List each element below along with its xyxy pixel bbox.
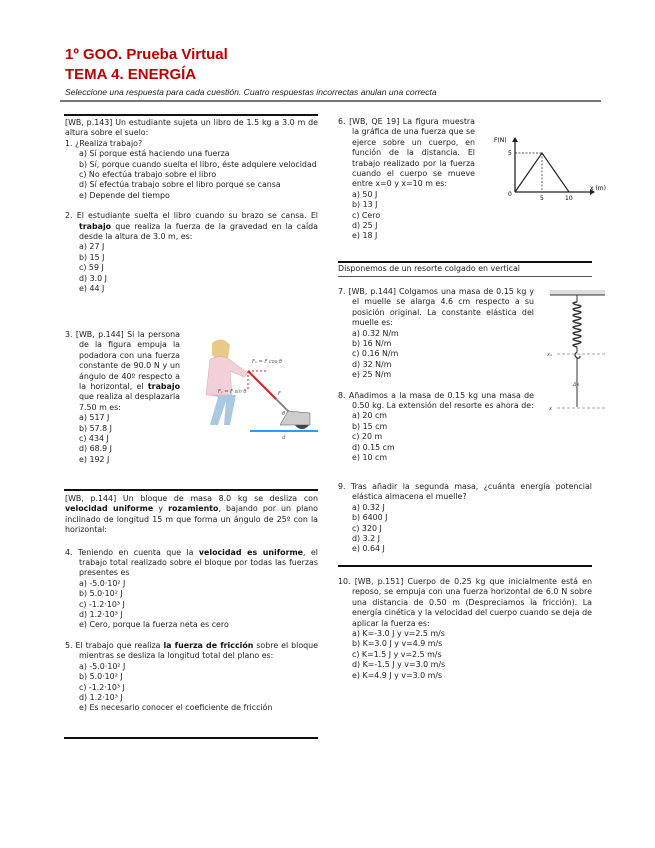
doc-subtitle: TEMA 4. ENERGÍA <box>65 66 197 83</box>
x-tick-label: 10 <box>565 195 573 202</box>
divider <box>338 565 592 567</box>
stem-bold: trabajo <box>147 382 180 392</box>
stem-text: Teniendo en cuenta que la <box>77 547 199 557</box>
question-stem: Añadimos a la masa de 0.15 kg una masa de 0.50 kg. La extensión del resorte es ahora de: <box>348 390 534 411</box>
option[interactable]: b) 6400 J <box>352 513 388 523</box>
f-label: F <box>278 391 281 397</box>
option[interactable]: b) 15 J <box>79 252 105 262</box>
stem-text: que realiza la fuerza de la gravedad en la caída desde la altura de 3.0 m, es: <box>79 221 318 242</box>
option[interactable]: d) 3.0 J <box>79 273 107 283</box>
spring-intro: Disponemos de un resorte colgado en vertical <box>338 264 520 273</box>
option[interactable]: a) 50 J <box>352 189 378 199</box>
jeans <box>208 395 236 425</box>
option[interactable]: e) Depende del tiempo <box>79 190 170 200</box>
ceiling <box>550 290 605 295</box>
question-number: 2. <box>65 211 73 221</box>
divider <box>64 114 318 116</box>
intro-part: y <box>153 504 169 514</box>
spring-figure <box>545 290 605 420</box>
option[interactable]: b) 57.8 J <box>79 423 112 433</box>
fy-label: Fᵧ = F sin θ <box>218 389 247 395</box>
question-stem: ¿Realiza trabajo? <box>75 138 143 148</box>
intro-part: , bajando por un plano inclinado de longitud 15 m que forma un ángulo de 25º con la horizontal: <box>65 504 319 535</box>
option[interactable]: c) -1.2·10³ J <box>79 682 125 692</box>
option[interactable]: d) 68.9 J <box>79 444 112 454</box>
option[interactable]: e) 18 J <box>352 231 378 241</box>
stem-bold: trabajo <box>79 221 112 231</box>
force-arrow <box>248 371 276 399</box>
question-number: 4. <box>65 547 73 557</box>
option[interactable]: c) 20 m <box>352 432 383 442</box>
question-stem: [WB, p.144] Colgamos una masa de 0.15 kg y el muelle se alarga 4.6 cm respecto a su posición original. La constante elástica del muelle es: <box>348 287 534 328</box>
dx-label: Δx <box>573 382 580 388</box>
intro-text <box>65 494 318 536</box>
stem-text: que realiza al desplazarla 7.50 m es: <box>79 392 180 412</box>
question-2 <box>65 211 318 242</box>
question-stem: [WB, p.151] Cuerpo de 0.25 kg que inicialmente está en reposo, se empuja con una fuerza horizontal de 6.0 N sobre una distancia de 0.50 m (Despreciamos la fricción). La energía cinética y la velocidad del cuerpo cuando se deja de aplicar la fuerza es: <box>352 577 592 628</box>
option[interactable]: a) 517 J <box>79 413 110 423</box>
question-number: 8. <box>338 390 346 400</box>
option[interactable]: a) 0.32 N/m <box>352 328 399 338</box>
option[interactable]: c) 320 J <box>352 523 382 533</box>
option[interactable]: d) 0.15 cm <box>352 442 395 452</box>
options-9 <box>338 503 592 555</box>
options-5 <box>65 662 318 714</box>
option[interactable]: b) 5.0·10² J <box>79 672 123 682</box>
question-7 <box>338 287 534 329</box>
hair <box>212 339 230 359</box>
question-4 <box>65 548 318 579</box>
option[interactable]: d) 3.2 J <box>352 534 380 544</box>
option[interactable]: e) K=4.9 J y v=3.0 m/s <box>352 670 443 680</box>
intro-bold: rozamiento <box>168 504 219 514</box>
stem-text: , el trabajo total realizado sobre el bloque por todas las fuerzas presentes es <box>79 547 318 578</box>
option[interactable]: c) 0.16 N/m <box>352 349 399 359</box>
option[interactable]: b) 15 cm <box>352 421 388 431</box>
option[interactable]: c) -1.2·10³ J <box>79 599 125 609</box>
divider <box>64 737 318 739</box>
question-number: 3. <box>65 330 73 339</box>
option[interactable]: d) K=-1.5 J y v=3.0 m/s <box>352 660 446 670</box>
force-distance-graph <box>490 134 610 204</box>
question-8 <box>338 391 534 412</box>
stem-text: [WB, p.144] Si la persona de la figura empuja la podadora con una fuerza constante de 90.0 N y un ángulo de 40º respecto a la horizontal, el <box>75 330 180 392</box>
x-tick-label: 5 <box>540 195 544 202</box>
stem-bold: velocidad es uniforme <box>198 547 304 557</box>
question-5 <box>65 641 318 662</box>
x-tick-label: 0 <box>508 191 512 198</box>
option[interactable]: c) 434 J <box>79 434 109 444</box>
y-axis-label: F(N) <box>494 137 507 144</box>
stem-text: El estudiante suelta el libro cuando su brazo se cansa. El <box>76 211 318 221</box>
doc-title: 1º GOO. Prueba Virtual <box>65 46 228 63</box>
y-tick-label: 5 <box>508 150 512 157</box>
options-8 <box>338 411 534 463</box>
option[interactable]: b) 5.0·10² J <box>79 589 123 599</box>
stem-text: El trabajo que realiza <box>75 640 164 650</box>
x0-label: x₀ <box>547 352 552 358</box>
option[interactable]: b) Sí, porque cuando suelta el libro, éste adquiere velocidad <box>79 159 317 169</box>
option[interactable]: e) 192 J <box>79 454 110 464</box>
options-7 <box>338 329 534 381</box>
options-10 <box>338 629 592 681</box>
option[interactable]: d) 25 J <box>352 221 378 231</box>
option[interactable]: b) K=3.0 J y v=4.9 m/s <box>352 639 443 649</box>
option[interactable]: d) 32 N/m <box>352 359 392 369</box>
x-axis-label: x (m) <box>590 185 606 192</box>
option[interactable]: c) K=1.5 J y v=2.5 m/s <box>352 649 442 659</box>
divider <box>338 276 592 277</box>
option[interactable]: a) 0.32 J <box>352 502 385 512</box>
question-block-7-8 <box>338 287 534 464</box>
question-block-1-2 <box>65 118 318 295</box>
options-2 <box>65 242 318 294</box>
option[interactable]: e) 44 J <box>79 284 105 294</box>
fx-label: Fₓ = F cos θ <box>252 359 282 365</box>
lawnmower-figure <box>190 335 320 441</box>
x-label: x <box>549 406 552 412</box>
y-axis-arrow-icon <box>512 137 518 142</box>
question-number: 6. <box>338 117 346 126</box>
intro-part: [WB, p.144] Un bloque de masa 8.0 kg se desliza con <box>65 494 318 503</box>
option[interactable]: a) -5.0·10² J <box>79 578 126 588</box>
option[interactable]: b) 13 J <box>352 200 378 210</box>
option[interactable]: e) 0.64 J <box>352 544 385 554</box>
divider <box>338 261 592 263</box>
option[interactable]: a) 20 cm <box>352 411 387 421</box>
option[interactable]: e) 10 cm <box>352 453 388 463</box>
option[interactable]: c) No efectúa trabajo sobre el libro <box>79 170 217 180</box>
intro-text: [WB, p.143] Un estudiante sujeta un libro de 1.5 kg a 3.0 m de altura sobre el suelo: <box>65 118 318 138</box>
header-divider <box>60 100 601 102</box>
question-number: 1. <box>65 138 73 148</box>
options-4 <box>65 579 318 631</box>
option[interactable]: a) 27 J <box>79 242 105 252</box>
question-number: 5. <box>65 640 73 650</box>
question-stem: [WB, QE 19] La figura muestra la gráfica de una fuerza que se ejerce sobre un cuerpo, en función de la distancia. El trabajo realizado por la fuerza cuando el cuerpo se mueve entre x=0 y x=10 m es: <box>349 117 475 189</box>
option[interactable]: c) 59 J <box>79 263 104 273</box>
stem-text: sobre el bloque mientras se desliza la longitud total del plano es: <box>79 640 319 661</box>
intro-bold: velocidad uniforme <box>65 504 154 514</box>
theta-label: θ <box>282 411 286 417</box>
option[interactable]: c) Cero <box>352 210 381 220</box>
question-3 <box>65 330 180 465</box>
option[interactable]: b) 16 N/m <box>352 339 392 349</box>
option[interactable]: a) K=-3.0 J y v=2.5 m/s <box>352 629 445 639</box>
question-6 <box>338 117 475 242</box>
options-1 <box>65 149 318 201</box>
options-6 <box>338 190 475 242</box>
question-number: 10. <box>338 577 351 586</box>
question-1 <box>65 139 318 149</box>
option[interactable]: d) 1.2·10³ J <box>79 692 123 702</box>
question-number: 7. <box>338 287 346 296</box>
option[interactable]: d) 1.2·10³ J <box>79 610 123 620</box>
question-block-4-5 <box>65 494 318 714</box>
option[interactable]: a) -5.0·10² J <box>79 661 126 671</box>
divider <box>64 489 318 491</box>
instructions: Seleccione una respuesta para cada cuestión. Cuatro respuestas incorrectas anulan una correcta <box>65 87 437 97</box>
option[interactable]: d) Sí efectúa trabajo sobre el libro porque se cansa <box>79 180 281 190</box>
options-3 <box>65 413 180 465</box>
option[interactable]: e) 25 N/m <box>352 370 392 380</box>
question-number: 9. <box>338 482 346 491</box>
question-10 <box>338 577 592 681</box>
option[interactable]: e) Cero, porque la fuerza neta es cero <box>79 620 229 630</box>
spring-coil <box>573 302 581 347</box>
question-9 <box>338 482 592 555</box>
hook <box>575 352 580 358</box>
question-stem: Tras añadir la segunda masa, ¿cuánta energía potencial elástica almacena el muelle? <box>350 482 592 502</box>
d-label: d <box>282 435 286 441</box>
stem-bold: la fuerza de fricción <box>163 640 254 650</box>
option[interactable]: a) Sí porque está haciendo una fuerza <box>79 149 230 159</box>
option[interactable]: e) Es necesario conocer el coeficiente de fricción <box>79 703 273 713</box>
